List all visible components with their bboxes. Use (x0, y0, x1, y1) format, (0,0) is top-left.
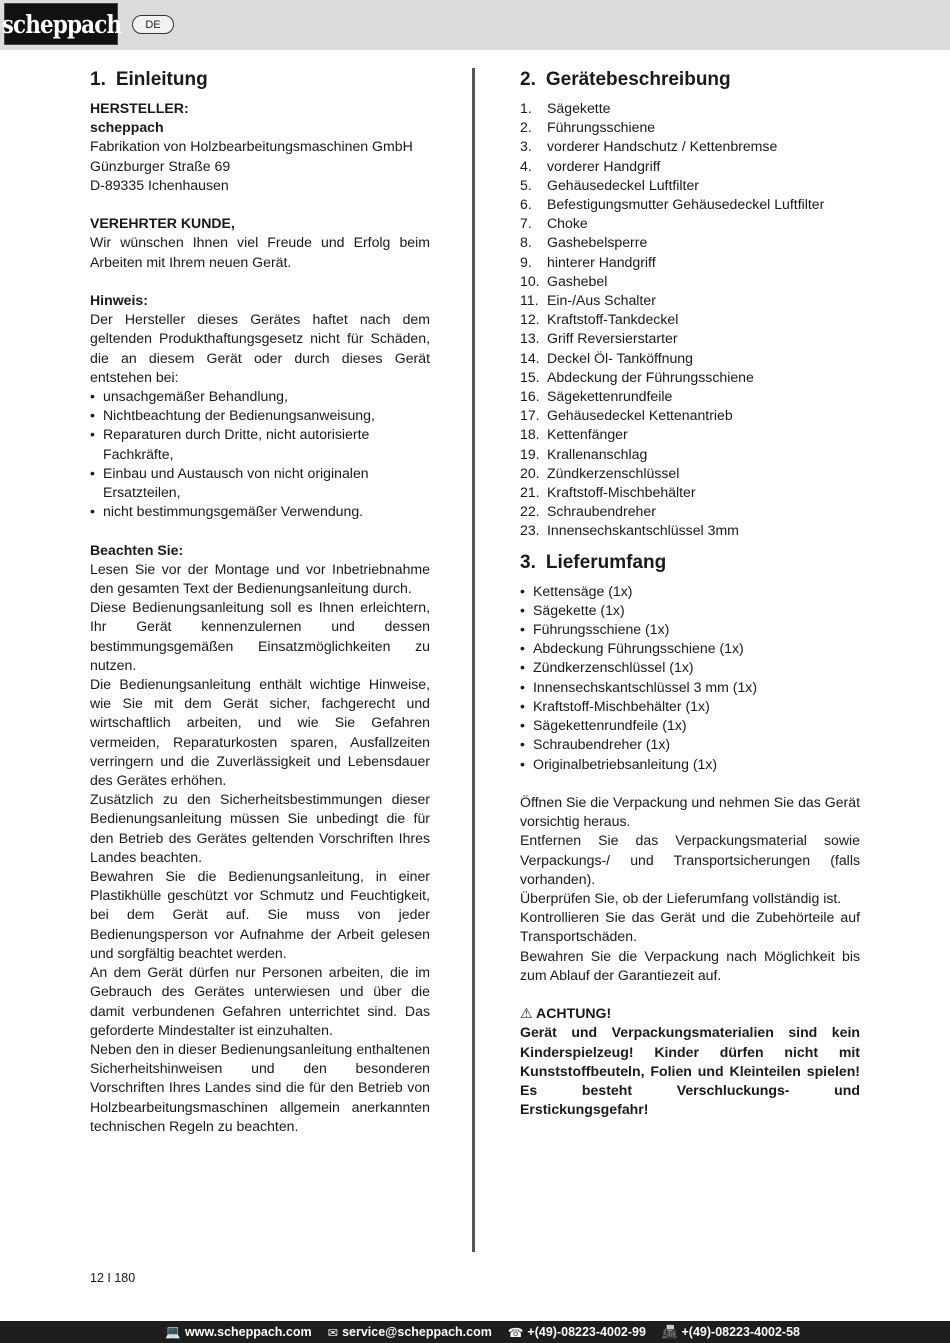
parts-list-item (520, 368, 860, 387)
item-number: 1. (520, 100, 532, 116)
parts-list-item (520, 195, 860, 214)
observe-paragraph: Zusätzlich zu den Sicherheitsbestimmungen dieser Bedienungsanleitung müssen Sie unbedingt die für den Betrieb des Gerätes geltenden Vorschriften Ihres Landes beachten. (90, 791, 430, 865)
parts-list-item (520, 118, 860, 137)
item-label: Kraftstoff-Mischbehälter (547, 484, 696, 501)
parts-list-item (520, 502, 860, 521)
list-item: • unsachgemäßer Behandlung, (90, 387, 430, 406)
notice-list (90, 387, 430, 521)
item-number: 22. (520, 503, 540, 520)
address-line: Günzburger Straße 69 (90, 157, 231, 174)
footer-website[interactable]: 💻 www.scheppach.com (165, 1324, 312, 1339)
item-number: 16. (520, 388, 540, 405)
manufacturer-name: scheppach (90, 119, 164, 136)
section-heading-geraetebeschreibung: 2. Gerätebeschreibung (520, 69, 731, 90)
parts-list-item (520, 157, 860, 176)
item-label: vorderer Handgriff (547, 157, 661, 174)
parts-list-item (520, 137, 860, 156)
parts-list-item (520, 272, 860, 291)
item-label: Führungsschiene (547, 119, 656, 136)
item-label: Schraubendreher (547, 503, 656, 520)
parts-list-item (520, 253, 860, 272)
item-number: 2. (520, 119, 532, 136)
fax-icon: 📠 (661, 1324, 678, 1339)
warning-heading: ⚠ ACHTUNG! (520, 1005, 612, 1022)
item-label: Gashebel (547, 272, 608, 289)
address-line: Fabrikation von Holzbearbeitungsmaschinen GmbH (90, 138, 413, 155)
observe-label: Beachten Sie: (90, 541, 184, 558)
item-number: 14. (520, 349, 540, 366)
section-heading-lieferumfang: 3. Lieferumfang (520, 551, 667, 573)
notice-label: Hinweis: (90, 292, 148, 308)
observe-paragraph: Neben den in dieser Bedienungsanleitung enthaltenen Sicherheitshinweisen und den besonderen Vorschriften Ihres Landes sind die für den Betrieb von Holzbearbeitungsmaschinen allgemein anerkannten technischen Regeln zu beachten. (90, 1040, 430, 1134)
delivery-item: • Innensechskantschlüssel 3 mm (1x) (520, 678, 860, 697)
footer-bar (0, 1321, 950, 1343)
item-label: Gehäusedeckel Luftfilter (547, 176, 699, 193)
item-label: Kraftstoff-Tankdeckel (547, 311, 679, 328)
delivery-item: • Zündkerzenschlüssel (1x) (520, 658, 860, 677)
parts-list-item (520, 329, 860, 348)
item-number: 20. (520, 464, 540, 481)
item-number: 4. (520, 157, 532, 174)
item-number: 13. (520, 330, 540, 347)
item-label: vorderer Handschutz / Kettenbremse (547, 138, 778, 155)
column-divider (472, 68, 475, 1252)
item-number: 12. (520, 311, 540, 328)
customer-label: VEREHRTER KUNDE, (90, 215, 235, 232)
list-item: • nicht bestimmungsgemäßer Verwendung. (90, 502, 430, 521)
item-number: 7. (520, 215, 532, 232)
parts-list-item (520, 291, 860, 310)
parts-list-item (520, 425, 860, 444)
parts-list-item (520, 483, 860, 502)
item-label: Sägekette (547, 100, 611, 116)
page-number: 12 I 180 (90, 1271, 136, 1285)
header-bar (0, 0, 950, 50)
delivery-item: • Kraftstoff-Mischbehälter (1x) (520, 697, 860, 716)
left-column (90, 65, 430, 1136)
item-label: hinterer Handgriff (547, 253, 656, 270)
observe-paragraph: An dem Gerät dürfen nur Personen arbeiten, die im Gebrauch des Gerätes unterwiesen und über die damit verbundenen Gefahren unterrichtet sind. Das geforderte Mindestalter ist einzuhalten. (90, 964, 430, 1038)
item-label: Gashebelsperre (547, 234, 648, 251)
delivery-item: • Schraubendreher (1x) (520, 735, 860, 754)
observe-paragraph: Lesen Sie vor der Montage und vor Inbetriebnahme den gesamten Text der Bedienungsanleitung durch. (90, 560, 430, 597)
item-label: Sägekettenrundfeile (547, 388, 673, 405)
delivery-item: • Originalbetriebsanleitung (1x) (520, 755, 860, 774)
item-number: 8. (520, 234, 532, 251)
warning-icon: ⚠ (520, 1005, 533, 1022)
item-label: Innensechskantschlüssel 3mm (547, 522, 739, 539)
mail-icon: ✉ (327, 1325, 339, 1340)
list-item: • Nichtbeachtung der Bedienungsanweisung, (90, 406, 430, 425)
logo-text: scheppach (1, 9, 121, 39)
language-badge: DE (132, 15, 174, 34)
item-number: 5. (520, 176, 532, 193)
delivery-paragraph: Überprüfen Sie, ob der Lieferumfang vollständig ist. (520, 889, 842, 906)
parts-list-item (520, 176, 860, 195)
phone-icon: ☎ (507, 1325, 524, 1340)
parts-list-item (520, 464, 860, 483)
item-number: 10. (520, 272, 540, 289)
parts-list-item (520, 406, 860, 425)
parts-list (520, 99, 860, 541)
parts-list-item (520, 233, 860, 252)
item-number: 17. (520, 407, 540, 424)
item-label: Kettenfänger (547, 426, 628, 443)
item-label: Abdeckung der Führungsschiene (547, 368, 754, 385)
observe-paragraph: Diese Bedienungsanleitung soll es Ihnen erleichtern, Ihr Gerät kennenzulernen und dessen bestimmungsgemäßen Einsatzmöglichkeiten zu nutzen. (90, 599, 430, 673)
list-item: • Reparaturen durch Dritte, nicht autorisierte Fachkräfte, (90, 425, 430, 463)
item-number: 11. (520, 292, 539, 309)
item-label: Befestigungsmutter Gehäusedeckel Luftfilter (547, 196, 825, 213)
item-number: 6. (520, 196, 532, 213)
parts-list-item (520, 521, 860, 540)
monitor-icon: 💻 (165, 1324, 181, 1339)
parts-list-item (520, 310, 860, 329)
delivery-paragraph: Kontrollieren Sie das Gerät und die Zubehörteile auf Transportschäden. (520, 909, 860, 945)
notice-text: Der Hersteller dieses Gerätes haftet nach dem geltenden Produkthaftungsgesetz nicht für Schäden, die an diesem Gerät oder durch dieses Gerät entstehen bei: (90, 311, 430, 385)
brand-logo (1, 3, 121, 45)
delivery-paragraph: Entfernen Sie das Verpackungsmaterial sowie Verpackungs-/ und Transportsicherungen (falls vorhanden). (520, 832, 860, 887)
item-number: 3. (520, 138, 532, 155)
item-label: Krallenanschlag (547, 445, 648, 462)
parts-list-item (520, 349, 860, 368)
item-number: 18. (520, 426, 540, 443)
delivery-list (520, 582, 860, 774)
item-label: Zündkerzenschlüssel (547, 464, 680, 481)
footer-phone: ☎ +(49)-08223-4002-99 (507, 1325, 646, 1340)
delivery-item: • Führungsschiene (1x) (520, 620, 860, 639)
item-label: Deckel Öl- Tanköffnung (547, 349, 693, 366)
delivery-paragraph: Bewahren Sie die Verpackung nach Möglichkeit bis zum Ablauf der Garantiezeit auf. (520, 947, 860, 983)
item-number: 23. (520, 522, 540, 539)
customer-text: Wir wünschen Ihnen viel Freude und Erfolg beim Arbeiten mit Ihrem neuen Gerät. (90, 234, 430, 270)
delivery-item: • Sägekettenrundfeile (1x) (520, 716, 860, 735)
item-label: Choke (547, 215, 588, 232)
footer-fax: 📠 +(49)-08223-4002-58 (661, 1324, 800, 1339)
item-number: 21. (520, 484, 540, 501)
observe-paragraph: Bewahren Sie die Bedienungsanleitung, in einer Plastikhülle geschützt vor Schmutz und Feuchtigkeit, bei dem Gerät auf. Sie muss von jeder Bedienungsperson vor Aufnahme der Arbeit gelesen und sorgfältig beachtet werden. (90, 868, 430, 961)
observe-paragraph: Die Bedienungsanleitung enthält wichtige Hinweise, wie Sie mit dem Gerät sicher, fachgerecht und wirtschaftlich arbeiten, und wie Sie Gefahren vermeiden, Reparaturkosten sparen, Ausfallzeiten verringern und die Zuverlässigkeit und Lebensdauer des Gerätes erhöhen. (90, 676, 430, 789)
item-label: Griff Reversierstarter (547, 330, 678, 347)
parts-list-item (520, 445, 860, 464)
list-item: • Einbau und Austausch von nicht originalen Ersatzteilen, (90, 464, 430, 502)
right-column (520, 65, 860, 1119)
item-number: 9. (520, 253, 532, 270)
warning-text: Gerät und Verpackungsmaterialien sind kein Kinderspielzeug! Kinder dürfen nicht mit Kunststoffbeuteln, Folien und Kleinteilen spielen! Es besteht Verschluckungs- und Erstickungsgefahr! (520, 1024, 860, 1118)
delivery-paragraph: Öffnen Sie die Verpackung und nehmen Sie das Gerät vorsichtig heraus. (520, 793, 860, 830)
item-number: 19. (520, 445, 540, 462)
address-line: D-89335 Ichenhausen (90, 176, 229, 193)
parts-list-item (520, 214, 860, 233)
delivery-item: • Kettensäge (1x) (520, 582, 860, 601)
item-label: Gehäusedeckel Kettenantrieb (547, 407, 733, 424)
item-number: 15. (520, 368, 540, 385)
parts-list-item (520, 99, 860, 118)
delivery-item: • Abdeckung Führungsschiene (1x) (520, 639, 860, 658)
item-label: Ein-/Aus Schalter (547, 292, 656, 309)
footer-email[interactable]: ✉ service@scheppach.com (327, 1325, 492, 1340)
manufacturer-label: HERSTELLER: (90, 100, 189, 116)
parts-list-item (520, 387, 860, 406)
delivery-item: • Sägekette (1x) (520, 601, 860, 620)
section-heading-einleitung: 1. Einleitung (90, 69, 208, 90)
